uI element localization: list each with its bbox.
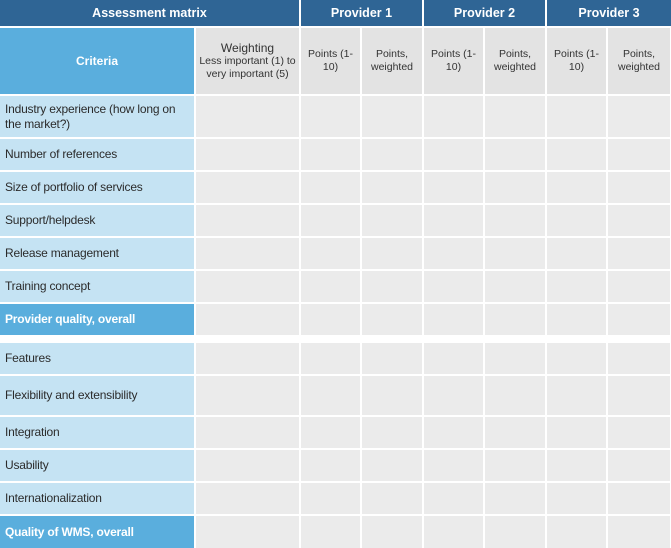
section-total-label: Provider quality, overall: [0, 304, 196, 337]
points-cell[interactable]: [424, 96, 485, 139]
points-cell[interactable]: [547, 376, 608, 417]
weighting-header: [196, 28, 301, 96]
weighted-cell[interactable]: [485, 96, 547, 139]
criteria-label: Support/helpdesk: [0, 205, 196, 238]
table-title: Assessment matrix: [0, 0, 301, 28]
header-row: [0, 0, 671, 28]
weighting-cell[interactable]: [196, 450, 301, 483]
weighting-cell[interactable]: [196, 139, 301, 172]
points-cell[interactable]: [424, 376, 485, 417]
weighting-cell[interactable]: [196, 205, 301, 238]
points-cell[interactable]: [547, 343, 608, 376]
points-cell[interactable]: [424, 172, 485, 205]
points-cell[interactable]: [301, 139, 362, 172]
table-row: [0, 238, 671, 271]
weighted-cell[interactable]: [608, 516, 670, 548]
weighted-cell[interactable]: [608, 376, 670, 417]
points-cell[interactable]: [301, 343, 362, 376]
points-cell[interactable]: [547, 238, 608, 271]
weighted-cell[interactable]: [362, 139, 424, 172]
points-cell[interactable]: [424, 205, 485, 238]
criteria-label: Integration: [0, 417, 196, 450]
criteria-label: Usability: [0, 450, 196, 483]
provider-2-header: Provider 2: [424, 0, 547, 28]
points-cell[interactable]: [424, 304, 485, 337]
points-cell[interactable]: [301, 450, 362, 483]
points-cell[interactable]: [547, 139, 608, 172]
weighting-cell[interactable]: [196, 96, 301, 139]
weighted-cell[interactable]: [608, 238, 670, 271]
weighting-cell[interactable]: [196, 238, 301, 271]
weighted-cell[interactable]: [362, 417, 424, 450]
points-cell[interactable]: [301, 96, 362, 139]
weighted-cell[interactable]: [485, 139, 547, 172]
weighted-cell[interactable]: [608, 343, 670, 376]
criteria-label: Internationalization: [0, 483, 196, 516]
weighted-cell[interactable]: [362, 238, 424, 271]
weighted-cell[interactable]: [485, 304, 547, 337]
points-cell[interactable]: [424, 516, 485, 548]
subheader-row: [0, 28, 671, 96]
table-row: [0, 450, 671, 483]
table-row: [0, 205, 671, 238]
weighted-cell[interactable]: [485, 238, 547, 271]
weighted-cell[interactable]: [608, 417, 670, 450]
weighted-cell[interactable]: [608, 304, 670, 337]
weighting-cell[interactable]: [196, 376, 301, 417]
points-cell[interactable]: [424, 271, 485, 304]
weighted-cell[interactable]: [362, 450, 424, 483]
weighted-cell[interactable]: [608, 271, 670, 304]
table-row: [0, 483, 671, 516]
provider-2-weighted-header: Points, weighted: [485, 28, 547, 96]
points-cell[interactable]: [424, 238, 485, 271]
criteria-header: Criteria: [0, 28, 196, 96]
weighting-cell[interactable]: [196, 483, 301, 516]
weighted-cell[interactable]: [608, 139, 670, 172]
weighted-cell[interactable]: [485, 417, 547, 450]
weighted-cell[interactable]: [362, 376, 424, 417]
weighting-cell[interactable]: [196, 417, 301, 450]
table-row: [0, 271, 671, 304]
points-cell[interactable]: [424, 139, 485, 172]
weighting-cell[interactable]: [196, 172, 301, 205]
weighted-cell[interactable]: [362, 172, 424, 205]
weighted-cell[interactable]: [485, 376, 547, 417]
weighted-cell[interactable]: [362, 271, 424, 304]
points-cell[interactable]: [547, 483, 608, 516]
weighted-cell[interactable]: [485, 343, 547, 376]
section-total-label: Quality of WMS, overall: [0, 516, 196, 548]
weighting-cell[interactable]: [196, 343, 301, 376]
weighting-title: Weighting: [220, 41, 275, 55]
points-cell[interactable]: [301, 271, 362, 304]
weighted-cell[interactable]: [608, 205, 670, 238]
weighted-cell[interactable]: [608, 450, 670, 483]
table-row: [0, 343, 671, 376]
weighted-cell[interactable]: [362, 304, 424, 337]
provider-1-header: Provider 1: [301, 0, 424, 28]
points-cell[interactable]: [301, 516, 362, 548]
points-cell[interactable]: [547, 271, 608, 304]
points-cell[interactable]: [547, 516, 608, 548]
table-row: [0, 139, 671, 172]
provider-3-points-header: Points (1-10): [547, 28, 608, 96]
weighted-cell[interactable]: [362, 343, 424, 376]
weighting-cell[interactable]: [196, 304, 301, 337]
points-cell[interactable]: [424, 483, 485, 516]
weighted-cell[interactable]: [485, 271, 547, 304]
points-cell[interactable]: [547, 96, 608, 139]
weighted-cell[interactable]: [485, 205, 547, 238]
weighted-cell[interactable]: [485, 172, 547, 205]
weighting-cell[interactable]: [196, 271, 301, 304]
weighted-cell[interactable]: [485, 483, 547, 516]
points-cell[interactable]: [301, 172, 362, 205]
points-cell[interactable]: [547, 172, 608, 205]
points-cell[interactable]: [424, 450, 485, 483]
table-row: [0, 417, 671, 450]
weighted-cell[interactable]: [362, 205, 424, 238]
criteria-label: Features: [0, 343, 196, 376]
points-cell[interactable]: [547, 417, 608, 450]
provider-2-points-header: Points (1-10): [424, 28, 485, 96]
weighted-cell[interactable]: [362, 96, 424, 139]
points-cell[interactable]: [301, 376, 362, 417]
points-cell[interactable]: [301, 483, 362, 516]
criteria-label: Release management: [0, 238, 196, 271]
weighted-cell[interactable]: [485, 450, 547, 483]
points-cell[interactable]: [301, 238, 362, 271]
weighted-cell[interactable]: [362, 483, 424, 516]
criteria-label: Size of portfolio of services: [0, 172, 196, 205]
criteria-label: Flexibility and extensibility: [0, 376, 196, 417]
points-cell[interactable]: [547, 205, 608, 238]
points-cell[interactable]: [547, 304, 608, 337]
weighted-cell[interactable]: [608, 96, 670, 139]
provider-1-points-header: Points (1-10): [301, 28, 362, 96]
weighted-cell[interactable]: [608, 172, 670, 205]
provider-1-weighted-header: Points, weighted: [362, 28, 424, 96]
table-row: [0, 172, 671, 205]
weighted-cell[interactable]: [485, 516, 547, 548]
provider-3-header: Provider 3: [547, 0, 671, 28]
criteria-label: Number of references: [0, 139, 196, 172]
points-cell[interactable]: [301, 417, 362, 450]
points-cell[interactable]: [424, 343, 485, 376]
total-row: [0, 304, 671, 337]
table-row: [0, 376, 671, 417]
criteria-label: Industry experience (how long on the market?): [0, 96, 196, 139]
total-row: [0, 516, 671, 548]
points-cell[interactable]: [301, 304, 362, 337]
weighting-description: Less important (1) to very important (5): [199, 55, 296, 80]
weighted-cell[interactable]: [362, 516, 424, 548]
points-cell[interactable]: [547, 450, 608, 483]
criteria-label: Training concept: [0, 271, 196, 304]
weighted-cell[interactable]: [608, 483, 670, 516]
table-row: [0, 96, 671, 139]
provider-3-weighted-header: Points, weighted: [608, 28, 670, 96]
points-cell[interactable]: [424, 417, 485, 450]
points-cell[interactable]: [301, 205, 362, 238]
weighting-cell[interactable]: [196, 516, 301, 548]
